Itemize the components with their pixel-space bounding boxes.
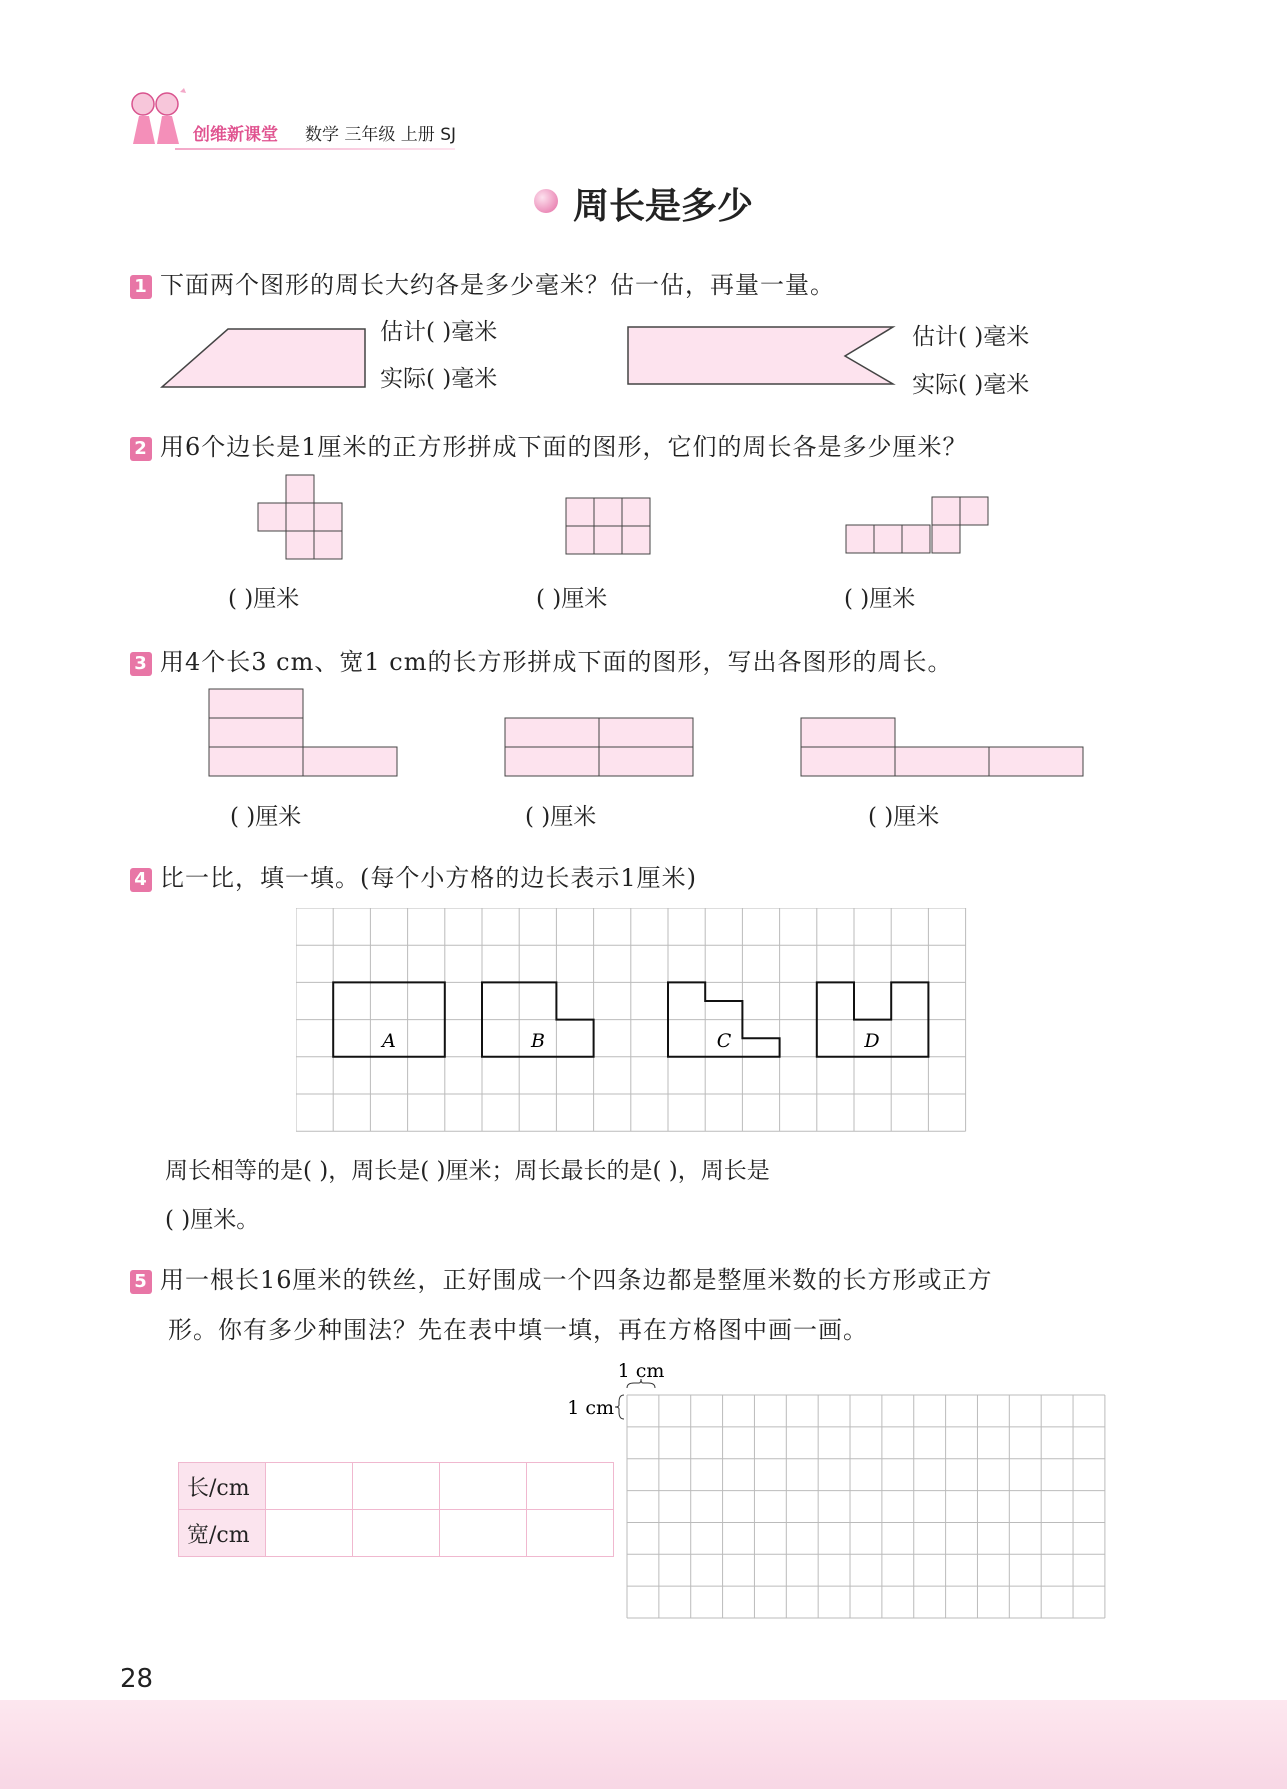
unit-label-left: 1 cm [567,1397,614,1419]
table-cell[interactable] [440,1510,527,1557]
brand-name: 创维新课堂 [193,125,278,145]
question-number: 5 [130,1270,152,1294]
stair-shape-figure [843,494,993,558]
question-text: 下面两个图形的周长大约各是多少毫米？估一估，再量一量。 [160,271,835,299]
table-cell[interactable] [353,1463,440,1510]
table-row [179,1510,614,1557]
footer-band [0,1700,1287,1789]
brace-left-icon [615,1395,624,1419]
fill-line-1[interactable]: 周长相等的是( )，周长是( )厘米；周长最长的是( )，周长是 [165,1158,770,1184]
two-by-two-rectangles-figure [502,715,696,780]
label-d: D [864,1030,880,1052]
question-text: 用6个边长是1厘米的正方形拼成下面的图形，它们的周长各是多少厘米？ [160,433,968,461]
question-text: 用一根长16厘米的铁丝，正好围成一个四条边都是整厘米数的长方形或正方 [160,1266,993,1294]
answer-field[interactable]: ( )厘米 [868,804,940,830]
long-l-rectangles-figure [798,715,1086,780]
subject-label: 数学 三年级 上册 SJ [305,125,457,145]
actual-field-1[interactable]: 实际( )毫米 [380,366,498,392]
estimate-field-2[interactable]: 估计( )毫米 [912,324,1030,350]
header-divider [175,148,455,150]
question-3 [130,642,952,677]
label-b: B [531,1030,545,1052]
question-4 [130,858,697,893]
lesson-title [0,178,1287,229]
mascot-kids-icon [125,86,191,146]
table-header-length: 长/cm [179,1463,266,1510]
question-text: 用4个长3 cm、宽1 cm的长方形拼成下面的图形，写出各图形的周长。 [160,648,953,676]
page-number: 28 [120,1664,154,1694]
page-header [125,86,457,146]
table-cell[interactable] [266,1463,353,1510]
parallelogram-figure [160,325,370,391]
question-number: 2 [130,437,152,461]
drawing-grid[interactable] [560,1352,1110,1624]
fill-line-2[interactable]: ( )厘米。 [165,1207,260,1233]
question-5-line-2: 形。你有多少种围法？先在表中填一填，再在方格图中画一画。 [168,1316,868,1344]
estimate-field-1[interactable]: 估计( )毫米 [380,319,498,345]
answer-field[interactable]: ( )厘米 [230,804,302,830]
label-a: A [382,1030,396,1052]
question-number: 3 [130,652,152,676]
unit-label-top: 1 cm [617,1360,665,1382]
actual-field-2[interactable]: 实际( )毫米 [912,372,1030,398]
table-row [179,1463,614,1510]
table-cell[interactable] [440,1463,527,1510]
question-number: 4 [130,868,152,892]
answer-field[interactable]: ( )厘米 [525,804,597,830]
table-cell[interactable] [353,1510,440,1557]
answer-field[interactable]: ( )厘米 [844,586,916,612]
length-width-table [178,1462,614,1557]
table-cell[interactable] [266,1510,353,1557]
cross-shape-figure [255,472,347,564]
question-5 [130,1260,993,1295]
question-number: 1 [130,275,152,299]
label-c: C [716,1030,732,1052]
table-header-width: 宽/cm [179,1510,266,1557]
lesson-title-text: 周长是多少 [573,186,754,227]
answer-field[interactable]: ( )厘米 [536,586,608,612]
question-1 [130,265,835,300]
grid-with-shapes [296,908,968,1134]
l-shape-rectangles-figure [206,686,400,780]
question-text: 比一比，填一填。(每个小方格的边长表示1厘米) [160,864,697,892]
answer-field[interactable]: ( )厘米 [228,586,300,612]
rectangle-2x3-figure [563,495,655,559]
ribbon-figure [625,324,900,388]
question-2 [130,427,968,462]
bullet-icon [534,189,558,213]
